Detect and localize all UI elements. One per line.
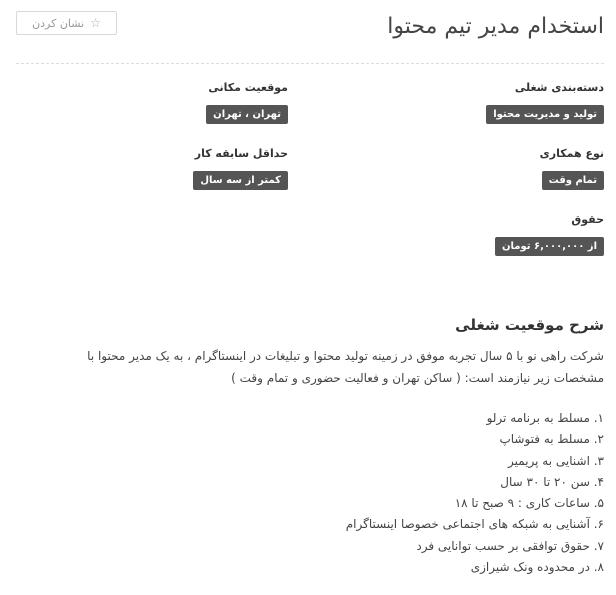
location-value[interactable]: تهران ، تهران [206,105,288,124]
category-label: دسته‌بندی شغلی [514,81,604,94]
category-value[interactable]: تولید و مدیریت محتوا [486,105,604,124]
description-title: شرح موقعیت شغلی [455,316,604,334]
field-location [206,80,288,124]
list-item: ۵. ساعات کاری : ۹ صبح تا ۱۸ [454,496,604,511]
field-salary [495,212,604,256]
list-item: ۷. حقوق توافقی بر حسب توانایی فرد [416,538,604,553]
list-item: ۸. در محدوده ونک شیرازی [470,560,604,575]
field-category [486,80,604,124]
star-outline-icon: ☆ [90,16,101,30]
header-divider [16,63,604,64]
list-item: ۴. سن ۲۰ تا ۳۰ سال [500,474,604,489]
description-intro: شرکت راهی نو با ۵ سال تجربه موفق در زمینه تولید محتوا و تبلیغات در اینستاگرام ، به یک مدیر محتوا با مشخصات زیر نیازمند است: ( ساکن تهران و فعالیت حضوری و تمام وقت ) [87,349,604,385]
requirements-list [44,408,604,578]
job-title: استخدام مدیر تیم محتوا [387,14,604,39]
field-cooperation-type [540,146,604,190]
bookmark-button[interactable] [16,11,117,35]
location-label: موقعیت مکانی [208,81,288,94]
field-min-experience [193,146,288,190]
list-item: ۳. اشنایی به پریمیر [508,453,604,468]
min-experience-value[interactable]: کمتر از سه سال [193,171,288,190]
min-experience-label: حداقل سابقه کار [194,147,288,160]
salary-value: از ۶,۰۰۰,۰۰۰ تومان [495,237,604,256]
list-item: ۶. آشنایی به شبکه های اجتماعی خصوصا اینستاگرام [345,517,604,532]
cooperation-type-value[interactable]: تمام وقت [542,171,604,190]
bookmark-label: نشان کردن [32,16,85,30]
list-item: ۲. مسلط به فتوشاپ [499,432,604,447]
salary-label: حقوق [571,213,604,226]
cooperation-type-label: نوع همکاری [539,147,604,160]
list-item: ۱. مسلط به برنامه ترلو [486,411,604,425]
